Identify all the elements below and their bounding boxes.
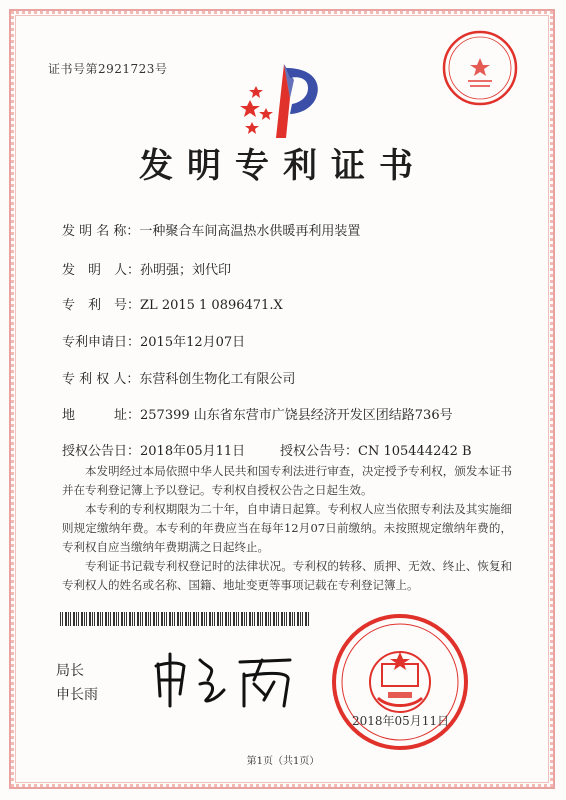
- field-label: 专 利 权 人：: [62, 372, 140, 387]
- field-value: ZL 2015 1 0896471.X: [140, 298, 283, 313]
- grant-number-value: CN 105444242 B: [358, 444, 472, 459]
- agency-seal-icon: [440, 28, 520, 108]
- field-value: 257399 山东省东营市广饶县经济开发区团结路736号: [140, 408, 453, 423]
- director-title: 局长: [56, 663, 84, 679]
- field-application-date: [62, 331, 245, 350]
- barcode: [60, 612, 310, 626]
- body-paragraph: 本专利的专利权期限为二十年，自申请日起算。专利权人应当依照专利法及其实施细则规定缴纳年费。本专利的年费应当在每年12月07日前缴纳。未按照规定缴纳年费的，专利权自应当缴纳年费期满之日起终止。: [62, 502, 512, 554]
- body-paragraph: 专利证书记载专利权登记时的法律状况。专利权的转移、质押、无效、终止、恢复和专利权人的姓名或名称、国籍、地址变更等事项记载在专利登记簿上。: [62, 559, 512, 592]
- grant-date-label: 授权公告日：: [62, 444, 141, 459]
- official-seal-icon: [330, 612, 470, 752]
- field-patentee: [62, 368, 295, 387]
- certificate-number: 证书号第2921723号: [48, 62, 168, 76]
- field-label: 专利申请日：: [62, 335, 141, 350]
- field-label: 地 址：: [62, 408, 141, 423]
- director-signature-icon: [150, 650, 300, 710]
- grant-number-label: 授权公告号：: [280, 444, 359, 459]
- field-value: 一种聚合车间高温热水供暖再利用装置: [139, 224, 361, 239]
- field-patent-number: [62, 294, 283, 313]
- field-value: 孙明强；刘代印: [140, 263, 232, 278]
- certificate-title: 发明专利证书: [139, 146, 427, 186]
- patent-office-logo-icon: [236, 58, 326, 142]
- field-address: [62, 404, 453, 423]
- field-grant-number: [280, 440, 472, 459]
- field-label: 发 明 名 称：: [62, 224, 140, 239]
- body-paragraph: 本发明经过本局依照中华人民共和国专利法进行审查，决定授予专利权，颁发本证书并在专利登记簿上予以登记。专利权自授权公告之日起生效。: [62, 464, 512, 497]
- director-name: 申长雨: [56, 687, 98, 703]
- grant-date-value: 2018年05月11日: [140, 444, 246, 459]
- field-label: 发 明 人：: [62, 263, 141, 278]
- stamp-date: 2018年05月11日: [352, 714, 450, 728]
- field-value: 2015年12月07日: [140, 335, 246, 350]
- field-grant-date: [62, 440, 245, 459]
- page-number: 第1页（共1页）: [246, 756, 320, 767]
- certificate-body: [62, 462, 512, 595]
- field-invention-name: [62, 220, 360, 239]
- field-value: 东营科创生物化工有限公司: [139, 372, 296, 387]
- field-label: 专 利 号：: [62, 298, 141, 313]
- field-inventor: [62, 259, 231, 278]
